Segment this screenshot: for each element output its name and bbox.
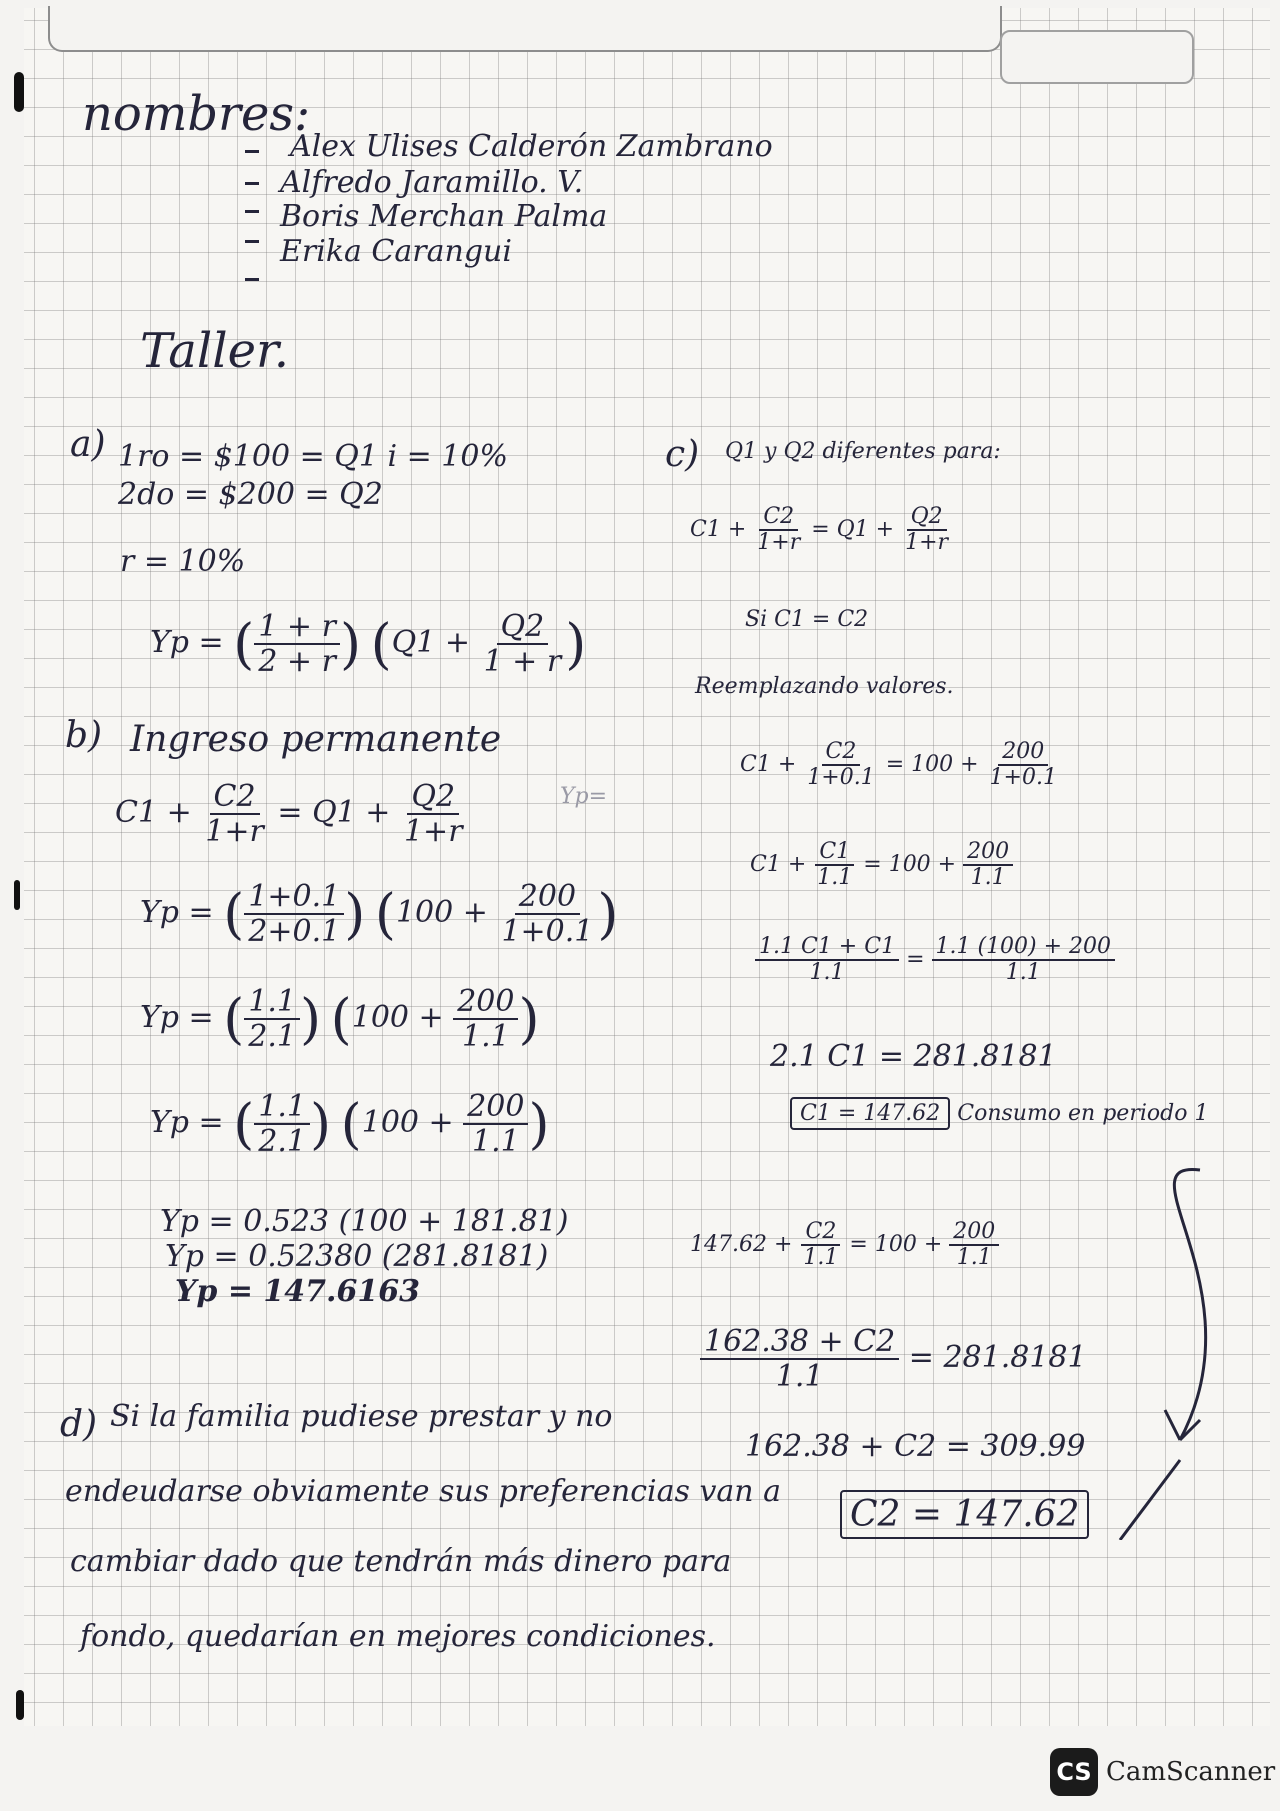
- fraction-denominator: 1.1: [1005, 960, 1041, 986]
- part-c-heading: Q1 y Q2 diferentes para:: [725, 439, 1001, 464]
- part-d-label: d): [60, 1404, 98, 1445]
- fraction-numerator: C2: [822, 740, 861, 766]
- formula-term: 100 +: [351, 1000, 444, 1035]
- formula-term: = 100 +: [863, 852, 957, 878]
- bullet-dash: [245, 210, 259, 213]
- part-c-equation: [740, 740, 1061, 790]
- fraction-numerator: 200: [515, 880, 580, 915]
- part-c-label: c): [665, 434, 700, 475]
- fraction-numerator: 1.1 C1 + C1: [755, 935, 899, 961]
- bullet-dash: [245, 240, 259, 243]
- fraction-denominator: 1+r: [205, 814, 264, 849]
- fraction-numerator: 200: [963, 840, 1013, 866]
- formula-term: C1 +: [690, 517, 747, 543]
- part-c-equation: [750, 840, 1013, 890]
- fraction-denominator: 1 + r: [483, 644, 562, 679]
- formula-lhs: Yp =: [140, 1000, 214, 1035]
- fraction-numerator: 1.1 (100) + 200: [932, 935, 1116, 961]
- fraction-denominator: 2.1: [248, 1019, 297, 1054]
- student-name: Alex Ulises Calderón Zambrano: [290, 129, 773, 164]
- fraction-denominator: 2+0.1: [248, 914, 341, 949]
- part-a-rate: r = 10%: [120, 544, 246, 579]
- fraction-denominator: 2 + r: [258, 644, 336, 679]
- fraction-denominator: 1+r: [403, 814, 463, 849]
- fraction-numerator: 162.38 + C2: [700, 1325, 899, 1360]
- formula-lhs: Yp =: [150, 1105, 224, 1140]
- fraction-numerator: 1+0.1: [244, 880, 344, 915]
- student-name: Boris Merchan Palma: [280, 199, 608, 234]
- fraction-denominator: 1.1: [803, 1245, 839, 1271]
- part-a-formula: Yp = ( $\frac{1 + r}{2 + r}$ ) (Q1 + $\frac{Q2}{1 + r}$ ): [150, 609, 587, 679]
- part-c-step: [790, 1102, 1208, 1126]
- binder-hole: [14, 880, 20, 910]
- part-c-equation: [690, 505, 952, 555]
- part-d-line: cambiar dado que tendrán más dinero para: [70, 1544, 732, 1579]
- fraction-numerator: C2: [801, 1220, 840, 1246]
- part-b-result: Yp = 0.523 (100 + 181.81): [160, 1204, 569, 1239]
- fraction-denominator: 1.1: [970, 865, 1006, 891]
- part-b-label: b): [65, 715, 103, 756]
- c2-result-box: C2 = 147.62: [840, 1490, 1089, 1539]
- part-b-step: Yp = ( $\frac{1.1}{2.1}$ ) (100 + $\frac{200}{1.1}$ ): [150, 1089, 550, 1159]
- part-a-line: 2do = $200 = Q2: [118, 477, 383, 512]
- c1-result-note: Consumo en periodo 1: [957, 1101, 1209, 1126]
- camscanner-logo: [1050, 1748, 1275, 1796]
- formula-term: = 100 +: [849, 1232, 943, 1258]
- fraction-denominator: 1.1: [809, 960, 845, 986]
- fraction-denominator: 1.1: [956, 1245, 992, 1271]
- part-c-equation: [700, 1325, 1087, 1393]
- formula-term: = 281.8181: [908, 1340, 1087, 1375]
- page-date-box: [1000, 30, 1194, 84]
- bullet-dash: [245, 182, 259, 185]
- binder-hole: [14, 72, 24, 112]
- fraction-denominator: 1+0.1: [501, 914, 594, 949]
- fraction-denominator: 1+r: [905, 530, 949, 556]
- camscanner-badge: CS: [1050, 1748, 1098, 1796]
- fraction-numerator: 1 + r: [254, 610, 340, 645]
- formula-term: 147.62 +: [690, 1232, 793, 1258]
- fraction-numerator: 1.1: [254, 1090, 310, 1125]
- fraction-numerator: 1.1: [244, 985, 300, 1020]
- camscanner-name: CamScanner: [1106, 1757, 1276, 1787]
- fraction-numerator: 200: [998, 740, 1048, 766]
- part-c-step: 2.1 C1 = 281.8181: [770, 1039, 1057, 1074]
- student-name: Erika Carangui: [280, 234, 512, 269]
- formula-term: C1 +: [115, 795, 192, 830]
- fraction-numerator: 200: [949, 1220, 999, 1246]
- fraction-denominator: 1+r: [757, 530, 801, 556]
- part-b-step: Yp = ( $\frac{1+0.1}{2+0.1}$ ) (100 + $\frac{200}{1+0.1}$ ): [140, 879, 619, 949]
- bullet-dash: [245, 278, 259, 281]
- part-b-equation: [115, 780, 467, 848]
- fraction-denominator: 1+0.1: [807, 765, 875, 791]
- fraction-denominator: 1.1: [775, 1359, 824, 1394]
- formula-term: = 100 +: [885, 752, 979, 778]
- fraction-denominator: 1.1: [817, 865, 853, 891]
- formula-term: 100 +: [395, 895, 488, 930]
- part-c-equation: [690, 1220, 999, 1270]
- stray-note: Yp=: [560, 784, 608, 809]
- names-heading: nombres:: [82, 86, 311, 142]
- part-d-line: Si la familia pudiese prestar y no: [110, 1399, 613, 1434]
- fraction-numerator: Q2: [407, 780, 459, 815]
- fraction-numerator: C1: [815, 840, 854, 866]
- student-name: Alfredo Jaramillo. V.: [280, 165, 584, 200]
- part-d-line: fondo, quedarían en mejores condiciones.: [80, 1619, 716, 1654]
- formula-term: = Q1 +: [811, 517, 895, 543]
- part-c-step: 162.38 + C2 = 309.99: [745, 1429, 1086, 1464]
- fraction-denominator: 2.1: [258, 1124, 307, 1159]
- formula-term: = Q1 +: [277, 795, 391, 830]
- curved-arrow-icon: [1060, 1140, 1260, 1540]
- part-b-final-result: Yp = 147.6163: [175, 1274, 420, 1309]
- fraction-denominator: 1.1: [461, 1019, 510, 1054]
- page-header-band: [48, 6, 1002, 52]
- formula-term: C1 +: [750, 852, 807, 878]
- fraction-denominator: 1.1: [471, 1124, 520, 1159]
- fraction-numerator: 200: [463, 1090, 528, 1125]
- fraction-numerator: Q2: [907, 505, 947, 531]
- part-a-line: 1ro = $100 = Q1 i = 10%: [118, 439, 508, 474]
- bullet-dash: [245, 150, 259, 153]
- c2-result: [840, 1495, 1089, 1535]
- formula-term: 100 +: [361, 1105, 454, 1140]
- part-c-equation: $\frac{1.1 C1 + C1}{1.1}$ = $\frac{1.1 (100) + 200}{1.1}$: [755, 935, 1115, 985]
- fraction-numerator: C2: [759, 505, 798, 531]
- part-b-heading: Ingreso permanente: [130, 719, 502, 760]
- fraction-numerator: Q2: [497, 610, 549, 645]
- formula-lhs: Yp =: [150, 625, 224, 660]
- part-c-note: Reemplazando valores.: [695, 674, 954, 699]
- c1-result-box: C1 = 147.62: [790, 1097, 950, 1130]
- part-d-line: endeudarse obviamente sus preferencias van a: [65, 1474, 782, 1509]
- part-a-label: a): [70, 424, 106, 465]
- binder-hole: [16, 1690, 24, 1720]
- formula-term: Q1 +: [391, 625, 471, 660]
- fraction-numerator: C2: [210, 780, 260, 815]
- formula-term: C1 +: [740, 752, 797, 778]
- formula-lhs: Yp =: [140, 895, 214, 930]
- part-b-result: Yp = 0.52380 (281.8181): [165, 1239, 549, 1274]
- fraction-denominator: 1+0.1: [989, 765, 1057, 791]
- fraction-numerator: 200: [453, 985, 518, 1020]
- page-title: Taller.: [140, 323, 289, 379]
- part-c-condition: Si C1 = C2: [745, 607, 869, 632]
- part-b-step: Yp = ( $\frac{1.1}{2.1}$ ) (100 + $\frac{200}{1.1}$ ): [140, 984, 540, 1054]
